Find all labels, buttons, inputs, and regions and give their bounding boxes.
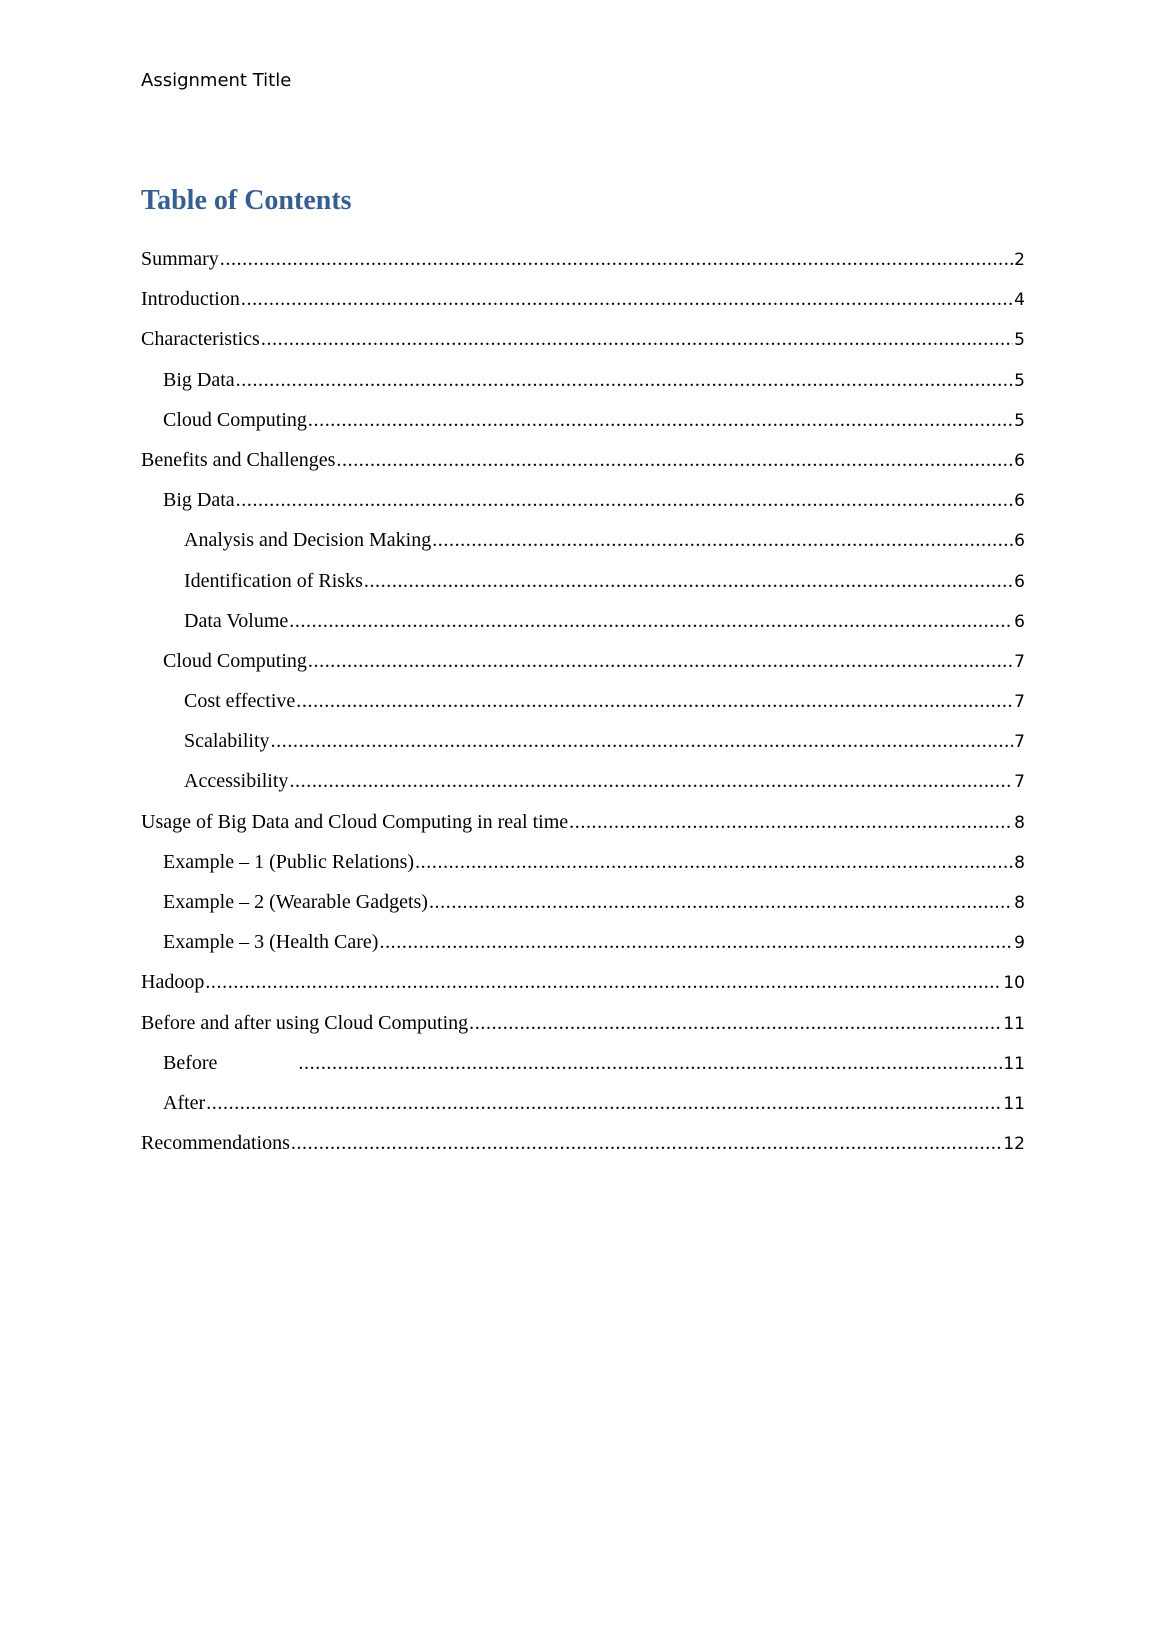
- toc-entry-page-number: 7: [1014, 692, 1025, 713]
- toc-dot-leader: [220, 248, 1013, 271]
- toc-entry-page-number: 11: [1003, 1093, 1025, 1114]
- toc-entry-label: Example – 3 (Health Care): [163, 931, 379, 954]
- toc-entry-label: Cloud Computing: [163, 408, 307, 431]
- toc-entry[interactable]: [141, 971, 1025, 1011]
- toc-entry-page-number: 2: [1014, 250, 1025, 270]
- toc-entry-page-number: 12: [1003, 1134, 1025, 1155]
- toc-dot-leader: [241, 288, 1013, 311]
- toc-entry-label: Benefits and Challenges: [141, 448, 336, 471]
- toc-dot-leader: [308, 650, 1013, 673]
- toc-list: [141, 248, 1025, 1172]
- toc-entry-page-number: 7: [1014, 772, 1025, 793]
- toc-entry-label: Accessibility: [184, 770, 289, 793]
- toc-entry-page-number: 6: [1014, 531, 1025, 552]
- toc-dot-leader: [271, 730, 1014, 753]
- toc-entry-page-number: 6: [1014, 611, 1025, 632]
- toc-dot-leader: [236, 369, 1014, 392]
- toc-dot-leader: [429, 891, 1013, 914]
- toc-entry-label: Summary: [141, 248, 219, 270]
- toc-entry[interactable]: [141, 891, 1025, 931]
- toc-dot-leader: [205, 971, 1002, 994]
- toc-dot-leader: [236, 489, 1014, 512]
- toc-dot-leader: [379, 931, 1013, 954]
- toc-entry-page-number: 5: [1014, 330, 1025, 351]
- toc-entry-label: Example – 2 (Wearable Gadgets): [163, 891, 428, 913]
- toc-entry[interactable]: [141, 1132, 1025, 1172]
- toc-entry[interactable]: [141, 489, 1025, 529]
- toc-entry-page-number: 6: [1014, 571, 1025, 592]
- toc-entry[interactable]: [141, 409, 1025, 449]
- toc-entry[interactable]: [141, 248, 1025, 288]
- toc-entry-label: Cost effective: [184, 690, 296, 713]
- toc-entry-label: Cloud Computing: [163, 649, 307, 672]
- toc-entry-page-number: 10: [1003, 973, 1025, 994]
- toc-entry-page-number: 8: [1014, 812, 1025, 833]
- toc-entry[interactable]: [141, 328, 1025, 368]
- toc-entry-label: Before and after using Cloud Computing: [141, 1011, 469, 1034]
- toc-entry-label: Usage of Big Data and Cloud Computing in real time: [141, 810, 569, 833]
- toc-entry-label: Data Volume: [184, 609, 289, 632]
- toc-entry-label: Big Data: [163, 489, 235, 512]
- toc-entry[interactable]: [141, 288, 1025, 328]
- toc-entry-page-number: 11: [1003, 1013, 1025, 1034]
- toc-entry-label: Big Data: [163, 368, 235, 391]
- toc-entry[interactable]: [141, 770, 1025, 810]
- toc-dot-leader: [336, 449, 1013, 472]
- toc-entry-label: Before: [163, 1051, 218, 1074]
- toc-dot-leader: [432, 529, 1013, 552]
- toc-entry-page-number: 7: [1014, 732, 1025, 753]
- toc-entry[interactable]: [141, 931, 1025, 971]
- toc-entry-label: Analysis and Decision Making: [184, 529, 432, 552]
- toc-dot-leader: [289, 610, 1013, 633]
- toc-entry-label: After: [163, 1091, 206, 1114]
- toc-entry[interactable]: [141, 610, 1025, 650]
- toc-entry-label: Introduction: [141, 288, 240, 311]
- toc-entry[interactable]: [141, 449, 1025, 489]
- toc-entry[interactable]: [141, 570, 1025, 610]
- toc-dot-leader: [296, 690, 1013, 713]
- toc-dot-leader: [289, 770, 1013, 793]
- toc-dot-leader: [415, 851, 1013, 874]
- toc-entry-label: Recommendations: [141, 1132, 290, 1155]
- toc-entry-page-number: 4: [1014, 290, 1025, 311]
- toc-dot-leader: [291, 1132, 1003, 1155]
- toc-entry[interactable]: [141, 369, 1025, 409]
- toc-dot-leader: [569, 811, 1013, 834]
- toc-entry[interactable]: [141, 529, 1025, 569]
- toc-entry-label: Example – 1 (Public Relations): [163, 850, 415, 873]
- toc-entry[interactable]: [141, 811, 1025, 851]
- toc-entry-page-number: 7: [1014, 651, 1025, 672]
- toc-dot-leader: [261, 328, 1013, 351]
- toc-entry[interactable]: [141, 1052, 1025, 1092]
- page-header-title: Assignment Title: [141, 70, 292, 91]
- toc-entry-label: Identification of Risks: [184, 569, 363, 592]
- toc-entry[interactable]: [141, 650, 1025, 690]
- toc-entry[interactable]: [141, 851, 1025, 891]
- toc-entry-page-number: 8: [1014, 852, 1025, 873]
- toc-entry[interactable]: [141, 730, 1025, 770]
- toc-entry-page-number: 9: [1014, 933, 1025, 954]
- toc-heading: Table of Contents: [141, 185, 352, 216]
- toc-entry-page-number: 5: [1014, 370, 1025, 391]
- toc-entry-label: Characteristics: [141, 328, 260, 351]
- toc-dot-leader: [206, 1092, 1002, 1115]
- toc-dot-leader: [469, 1012, 1002, 1035]
- toc-dot-leader: [364, 570, 1013, 593]
- toc-entry-page-number: 6: [1014, 450, 1025, 471]
- toc-entry[interactable]: [141, 690, 1025, 730]
- toc-entry-page-number: 11: [1003, 1053, 1025, 1074]
- toc-entry-page-number: 5: [1014, 410, 1025, 431]
- toc-entry-page-number: 6: [1014, 491, 1025, 512]
- toc-entry-label: Scalability: [184, 730, 270, 753]
- toc-dot-leader: [298, 1052, 1002, 1075]
- toc-dot-leader: [308, 409, 1013, 432]
- toc-entry-label: Hadoop: [141, 971, 205, 994]
- toc-entry[interactable]: [141, 1092, 1025, 1132]
- toc-entry[interactable]: [141, 1012, 1025, 1052]
- toc-entry-page-number: 8: [1014, 893, 1025, 913]
